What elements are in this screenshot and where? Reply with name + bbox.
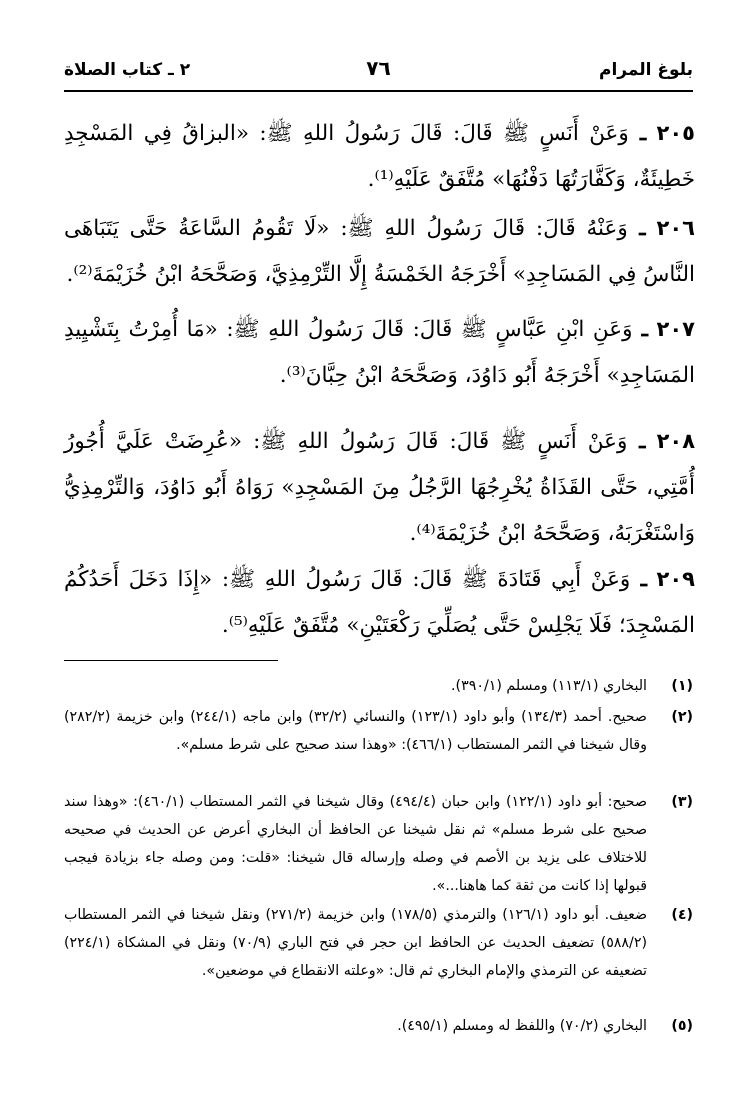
hadith-entry: ٢٠٦ ـ وَعَنْهُ قَالَ: قَالَ رَسُولُ اللهِ ﷺ: «لَا تَقُومُ السَّاعَةُ حَتَّى يَتَبَاهَى النَّاسُ فِي المَسَاجِدِ» أَخْرَجَهُ الخَمْسَةُ إِلَّا التِّرْمِذِيَّ، وَصَحَّحَهُ ابْنُ خُزَيْمَةَ⁽²⁾. xyxy=(64,216,695,287)
footnote xyxy=(64,672,693,700)
hadith-text: وَعَنْهُ قَالَ: قَالَ رَسُولُ اللهِ ﷺ: «لَا تَقُومُ السَّاعَةُ حَتَّى يَتَبَاهَى النَّاسُ فِي المَسَاجِدِ» أَخْرَجَهُ الخَمْسَةُ إِلَّا التِّرْمِذِيَّ، وَصَحَّحَهُ ابْنُ خُزَيْمَةَ⁽²⁾. xyxy=(64,216,695,287)
footnote-mark: (٤) xyxy=(671,907,693,923)
hadith-entry: ٢٠٩ ـ وَعَنْ أَبِي قَتَادَةَ ﷺ قَالَ: قَالَ رَسُولُ اللهِ ﷺ: «إِذَا دَخَلَ أَحَدُكُمُ المَسْجِدَ؛ فَلَا يَجْلِسْ حَتَّى يُصَلِّيَ رَكْعَتَيْنِ» مُتَّفَقٌ عَلَيْهِ⁽⁵⁾. xyxy=(64,567,695,638)
footnote-mark: (١) xyxy=(671,678,693,694)
chapter-title: ٢ ـ كتاب الصلاة xyxy=(64,60,191,80)
footnote-text: البخاري (٧٠/٢) واللفظ له ومسلم (٤٩٥/١). xyxy=(397,1018,647,1034)
hadith-text: وَعَنْ أَنَسٍ ﷺ قَالَ: قَالَ رَسُولُ اللهِ ﷺ: «عُرِضَتْ عَلَيَّ أُجُورُ أُمَّتِي، حَتَّى القَذَاةُ يُخْرِجُهَا الرَّجُلُ مِنَ المَسْجِدِ» رَوَاهُ أَبُو دَاوُدَ، وَالتِّرْمِذِيُّ وَاسْتَغْرَبَهُ، وَصَحَّحَهُ ابْنُ خُزَيْمَةَ⁽⁴⁾. xyxy=(64,429,695,546)
hadith-entry: ٢٠٨ ـ وَعَنْ أَنَسٍ ﷺ قَالَ: قَالَ رَسُولُ اللهِ ﷺ: «عُرِضَتْ عَلَيَّ أُجُورُ أُمَّتِي، حَتَّى القَذَاةُ يُخْرِجُهَا الرَّجُلُ مِنَ المَسْجِدِ» رَوَاهُ أَبُو دَاوُدَ، وَالتِّرْمِذِيُّ وَاسْتَغْرَبَهُ، وَصَحَّحَهُ ابْنُ خُزَيْمَةَ⁽⁴⁾. xyxy=(64,429,696,546)
footnote-text: البخاري (١١٣/١) ومسلم (٣٩٠/١). xyxy=(451,678,647,694)
footnote-mark: (٢) xyxy=(671,709,693,725)
page-header xyxy=(64,58,693,90)
book-title: بلوغ المرام xyxy=(599,60,693,80)
footnote-text: صحيح. أحمد (١٣٤/٣) وأبو داود (١٢٣/١) والنسائي (٣٢/٢) وابن ماجه (٢٤٤/١) وابن خزيمة (٢٨٢/٢) وقال شيخنا في الثمر المستطاب (٤٦٦/١): «وهذا سند صحيح على شرط مسلم». xyxy=(64,709,647,753)
hadith-number: ٢٠٦ xyxy=(656,216,695,240)
footnote xyxy=(64,1012,693,1040)
footnote-divider xyxy=(64,660,278,661)
footnote xyxy=(64,703,693,759)
footnote-text: ضعيف. أبو داود (١٢٦/١) والترمذي (١٧٨/٥) وابن خزيمة (٢٧١/٢) ونقل شيخنا في الثمر المستطاب (٥٨٨/٢) تضعيف الحديث عن الحافظ ابن حجر في فتح الباري (٧٠/٩) ونقل في المشكاة (٢٢٤/١) تضعيفه عن الترمذي والإمام البخاري ثم قال: «وعلته الانقطاع في موضعين». xyxy=(64,907,647,979)
header-divider xyxy=(64,90,693,92)
hadith-number: ٢٠٩ xyxy=(656,567,695,591)
footnote xyxy=(64,788,693,900)
footnote xyxy=(64,901,693,985)
hadith-number: ٢٠٨ xyxy=(656,429,696,453)
hadith-entry: ٢٠٧ ـ وَعَنِ ابْنِ عَبَّاسٍ ﷺ قَالَ: قَالَ رَسُولُ اللهِ ﷺ: «مَا أُمِرْتُ بِتَشْيِيدِ المَسَاجِدِ» أَخْرَجَهُ أَبُو دَاوُدَ، وَصَحَّحَهُ ابْنُ حِبَّانَ⁽³⁾. xyxy=(64,317,695,388)
footnote-text: صحيح: أبو داود (١٢٢/١) وابن حبان (٤٩٤/٤) وقال شيخنا في الثمر المستطاب (٤٦٠/١): «وهذا سند صحيح على شرط مسلم» ثم نقل شيخنا عن الحافظ أن البخاري أعرض عن الحديث في صحيحه للاختلاف على يزيد بن الأصم في وصله وإرساله قال شيخنا: «قلت: ومن وصله جاء بزيادة فيجب قبولها إذا كانت من ثقة كما هاهنا...». xyxy=(64,794,648,894)
hadith-text: وَعَنْ أَبِي قَتَادَةَ ﷺ قَالَ: قَالَ رَسُولُ اللهِ ﷺ: «إِذَا دَخَلَ أَحَدُكُمُ المَسْجِدَ؛ فَلَا يَجْلِسْ حَتَّى يُصَلِّيَ رَكْعَتَيْنِ» مُتَّفَقٌ عَلَيْهِ⁽⁵⁾. xyxy=(64,567,695,638)
hadith-text: وَعَنِ ابْنِ عَبَّاسٍ ﷺ قَالَ: قَالَ رَسُولُ اللهِ ﷺ: «مَا أُمِرْتُ بِتَشْيِيدِ المَسَاجِدِ» أَخْرَجَهُ أَبُو دَاوُدَ، وَصَحَّحَهُ ابْنُ حِبَّانَ⁽³⁾. xyxy=(64,317,695,388)
hadith-text: وَعَنْ أَنَسٍ ﷺ قَالَ: قَالَ رَسُولُ اللهِ ﷺ: «البزاقُ فِي المَسْجِدِ خَطِيئَةٌ، وَكَفَّارَتُهَا دَفْنُهَا» مُتَّفَقٌ عَلَيْهِ⁽¹⁾. xyxy=(64,121,695,192)
footnote-mark: (٣) xyxy=(671,794,693,810)
page-number: ٧٦ xyxy=(366,56,391,80)
footnote-mark: (٥) xyxy=(671,1018,693,1034)
hadith-number: ٢٠٥ xyxy=(656,121,695,145)
hadith-number: ٢٠٧ xyxy=(656,317,695,341)
hadith-entry: ٢٠٥ ـ وَعَنْ أَنَسٍ ﷺ قَالَ: قَالَ رَسُولُ اللهِ ﷺ: «البزاقُ فِي المَسْجِدِ خَطِيئَةٌ، وَكَفَّارَتُهَا دَفْنُهَا» مُتَّفَقٌ عَلَيْهِ⁽¹⁾. xyxy=(64,121,695,192)
